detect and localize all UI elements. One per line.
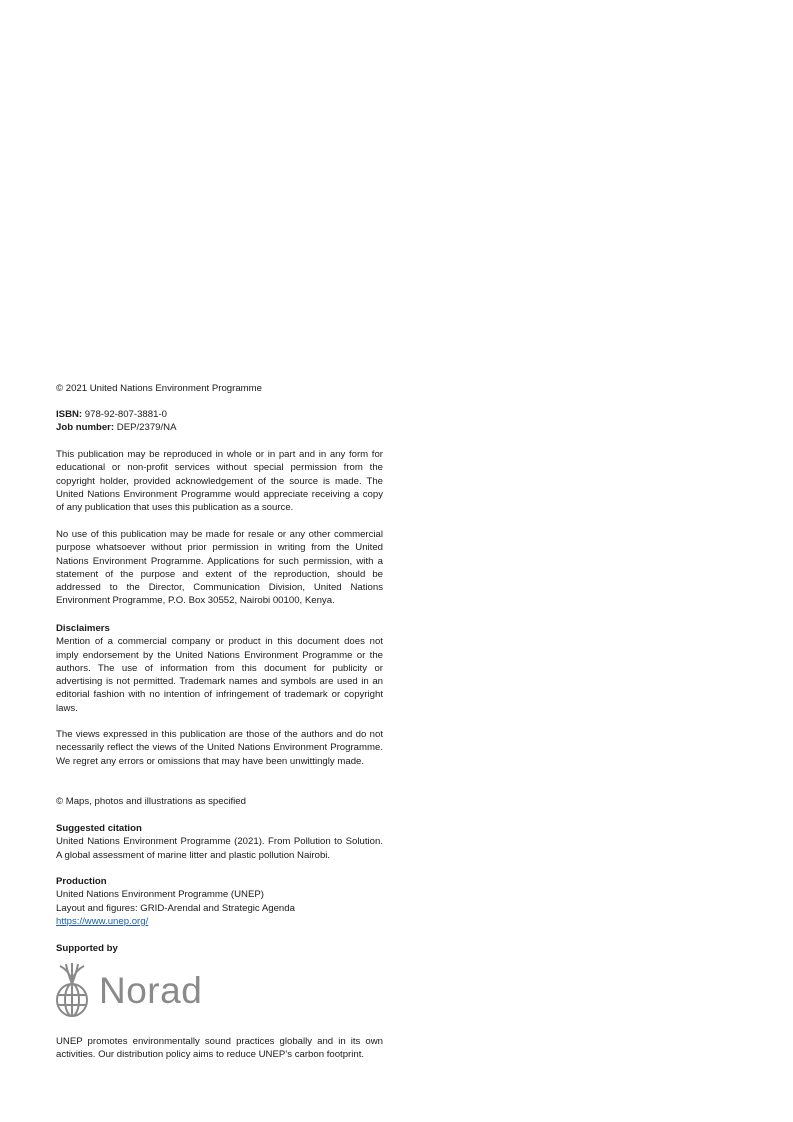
production-section bbox=[56, 875, 383, 928]
copyright-line: © 2021 United Nations Environment Programme bbox=[56, 383, 262, 394]
citation-section bbox=[56, 822, 383, 862]
disclaimers-heading: Disclaimers bbox=[56, 623, 110, 634]
commercial-use-paragraph: No use of this publication may be made for resale or any other commercial purpose whatsoever without prior permission in writing from the United Nations Environment Programme. Applications for such permission, with a statement of the purpose and extent of the reproduction, should be addressed to the Director, Communication Division, United Nations Environment Programme, P.O. Box 30552, Nairobi 00100, Kenya. bbox=[56, 529, 383, 607]
citation-text: United Nations Environment Programme (2021). From Pollution to Solution. A global assessment of marine litter and plastic pollution Nairobi. bbox=[56, 836, 383, 861]
maps-credit: © Maps, photos and illustrations as specified bbox=[56, 796, 246, 807]
norad-globe-icon bbox=[54, 962, 94, 1020]
norad-logo bbox=[54, 962, 203, 1020]
disclaimers-section bbox=[56, 622, 383, 715]
isbn-label: ISBN: bbox=[56, 409, 83, 420]
production-heading: Production bbox=[56, 876, 107, 887]
job-number-line bbox=[56, 421, 383, 434]
job-number-label: Job number: bbox=[56, 422, 115, 433]
disclaimers-text: Mention of a commercial company or product in this document does not imply endorsement by the United Nations Environment Programme or the authors. The use of information from this document for publicity or advertising is not permitted. Trademark names and symbols are used in an editorial fashion with no intention of infringement of trademark or copyright laws. bbox=[56, 636, 383, 714]
views-paragraph: The views expressed in this publication are those of the authors and do not necessarily reflect the views of the United Nations Environment Programme. We regret any errors or omissions that may have been unwittingly made. bbox=[56, 729, 383, 767]
production-line-2: Layout and figures: GRID-Arendal and Strategic Agenda bbox=[56, 902, 295, 914]
citation-heading: Suggested citation bbox=[56, 823, 142, 834]
unep-link[interactable]: https://www.unep.org/ bbox=[56, 915, 149, 927]
isbn-value: 978-92-807-3881-0 bbox=[84, 409, 167, 420]
isbn-line bbox=[56, 408, 383, 421]
job-number-value: DEP/2379/NA bbox=[116, 422, 177, 433]
production-line-1: United Nations Environment Programme (UNEP) bbox=[56, 889, 264, 901]
supported-by-heading: Supported by bbox=[56, 943, 118, 954]
norad-wordmark: Norad bbox=[99, 970, 203, 1011]
carbon-footprint-note: UNEP promotes environmentally sound practices globally and in its own activities. Our distribution policy aims to reduce UNEP’s carbon footprint. bbox=[56, 1036, 383, 1061]
reproduction-paragraph: This publication may be reproduced in whole or in part and in any form for educational or non-profit services without special permission from the copyright holder, provided acknowledgement of the source is made. The United Nations Environment Programme would appreciate receiving a copy of any publication that uses this publication as a source. bbox=[56, 449, 383, 514]
